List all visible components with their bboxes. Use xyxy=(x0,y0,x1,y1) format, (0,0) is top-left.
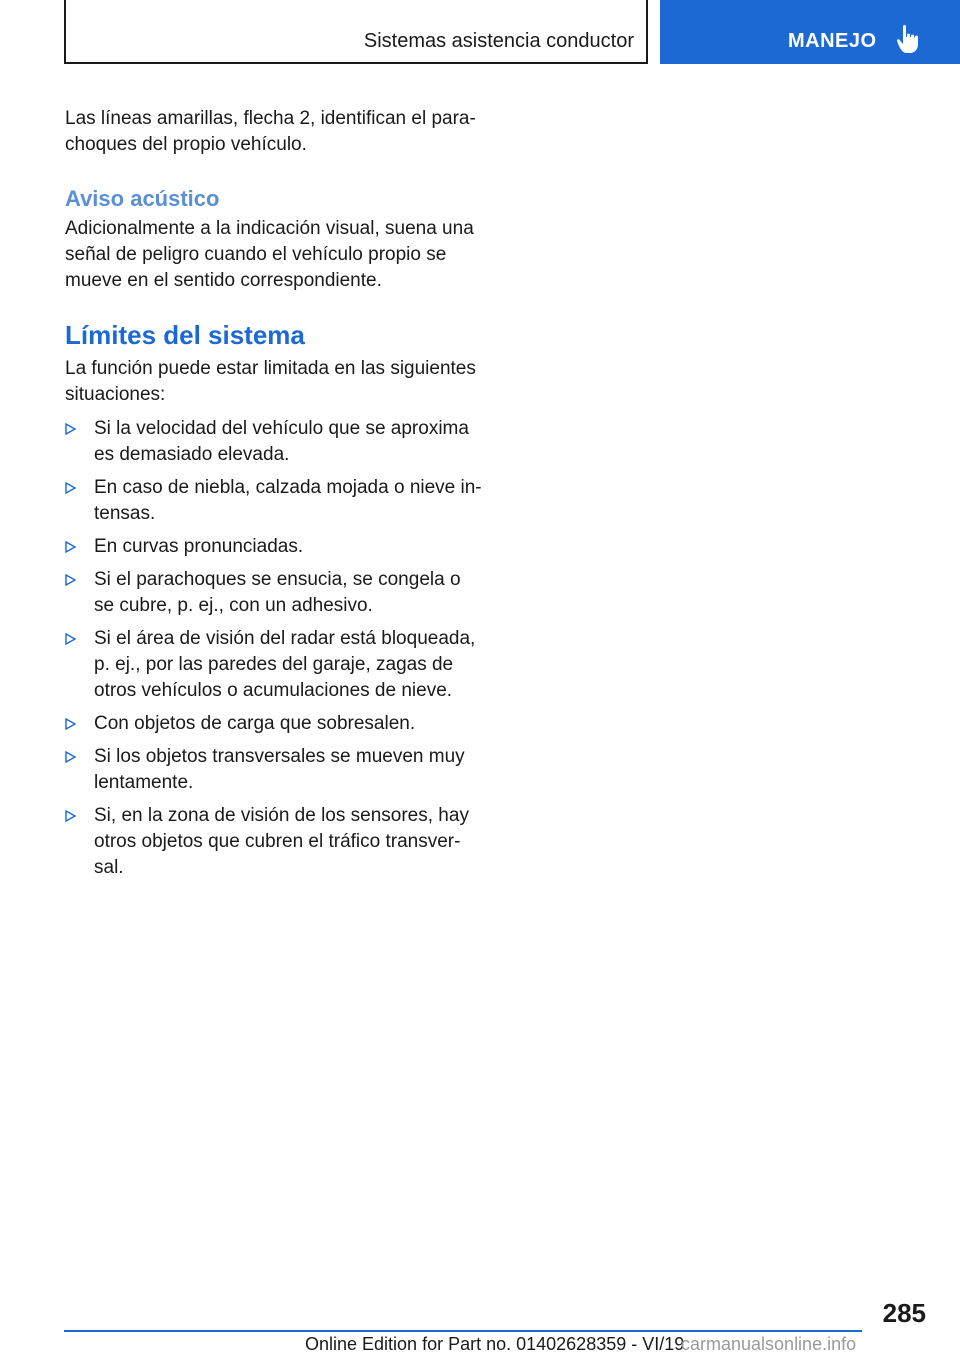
list-item xyxy=(65,475,485,527)
acoustic-paragraph: Adicionalmente a la indicación visual, suena una señal de peligro cuando el vehículo propio se mueve en el sentido correspondiente. xyxy=(65,218,474,291)
footer-divider xyxy=(64,1330,862,1332)
limits-list xyxy=(65,416,485,881)
acoustic-heading: Aviso acústico xyxy=(65,186,220,211)
list-item-text: En curvas pronunciadas. xyxy=(94,536,304,557)
list-item xyxy=(65,534,485,560)
list-item xyxy=(65,567,485,619)
list-item-text: Si, en la zona de visión de los sensores, hay otros objetos que cubren el tráfico transver- sal. xyxy=(94,805,469,878)
list-item xyxy=(65,711,485,737)
triangle-bullet-icon xyxy=(65,423,76,435)
main-content xyxy=(65,106,485,888)
triangle-bullet-icon xyxy=(65,751,76,763)
list-item xyxy=(65,626,485,704)
limits-heading: Límites del sistema xyxy=(65,320,305,350)
list-item xyxy=(65,416,485,468)
list-item-text: En caso de niebla, calzada mojada o nieve in- tensas. xyxy=(94,477,482,524)
list-item-text: Si el parachoques se ensucia, se congela o se cubre, p. ej., con un adhesivo. xyxy=(94,569,461,616)
intro-paragraph: Las líneas amarillas, flecha 2, identifican el para- choques del propio vehículo. xyxy=(65,108,476,155)
limits-intro: La función puede estar limitada en las siguientes situaciones: xyxy=(65,358,476,405)
triangle-bullet-icon xyxy=(65,482,76,494)
chapter-tab-label: MANEJO xyxy=(788,30,877,52)
section-title: Sistemas asistencia conductor xyxy=(363,30,634,52)
triangle-bullet-icon xyxy=(65,633,76,645)
triangle-bullet-icon xyxy=(65,718,76,730)
triangle-bullet-icon xyxy=(65,574,76,586)
edition-text: Online Edition for Part no. 01402628359 - VI/19 xyxy=(305,1334,685,1354)
header-section-box xyxy=(64,0,648,64)
list-item-text: Si el área de visión del radar está bloqueada, p. ej., por las paredes del garaje, zagas de otros vehículos o acumulaciones de nieve. xyxy=(94,628,476,701)
list-item xyxy=(65,803,485,881)
list-item-text: Con objetos de carga que sobresalen. xyxy=(94,713,416,734)
list-item-text: Si la velocidad del vehículo que se aproxima es demasiado elevada. xyxy=(94,418,469,465)
list-item xyxy=(65,744,485,796)
chapter-tab[interactable] xyxy=(660,0,960,64)
list-item-text: Si los objetos transversales se mueven muy lentamente. xyxy=(94,746,465,793)
watermark: carmanualsonline.info xyxy=(681,1334,857,1354)
triangle-bullet-icon xyxy=(65,810,76,822)
pointing-hand-icon xyxy=(896,24,920,54)
triangle-bullet-icon xyxy=(65,541,76,553)
page-number: 285 xyxy=(882,1298,926,1328)
